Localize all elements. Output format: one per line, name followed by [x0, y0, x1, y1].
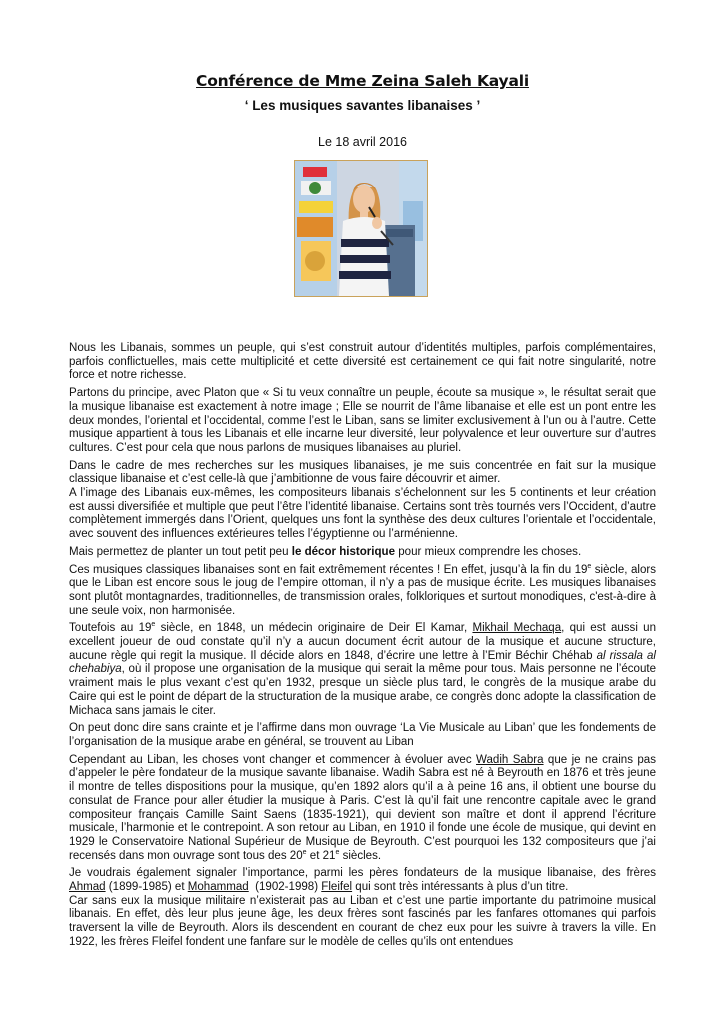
paragraph: Dans le cadre de mes recherches sur les musiques libanaises, je me suis concentrée en fait sur la musique classique libanaise et c’est celle-là que j’ambitionne de vous faire découvrir et aimer. [69, 459, 656, 486]
link-ahmad[interactable]: Ahmad [69, 881, 106, 894]
link-wadih-sabra[interactable]: Wadih Sabra [476, 753, 544, 766]
link-fleifel[interactable]: Fleifel [321, 881, 353, 894]
paragraph: Je voudrais également signaler l’importance, parmi les pères fondateurs de la musique libanaise, des frères Ahmad (1899-1985) et Mohammad (1902-1998) Fleifel qui sont très intéressants à plus d’un titre. [69, 867, 656, 894]
paragraph: Ces musiques classiques libanaises sont en fait extrêmement récentes ! En effet, jusqu’à la fin du 19e siècle, alors que le Liban est encore sous le joug de l’empire ottoman, il n’y a pas de musique écrite. Les musiques libanaises sont plutôt montagnardes, traditionnelles, de transmission orales, folkloriques et surtout monodiques, c'est-à-dire à une seule voix, non harmonisée. [69, 562, 656, 617]
paragraph: On peut donc dire sans crainte et je l’affirme dans mon ouvrage ‘La Vie Musicale au Liban’ que les fondements de l’organisation de la musique arabe en général, se trouvent au Liban [69, 722, 656, 748]
link-mikhail-mechaqa[interactable]: Mikhail Mechaqa [472, 622, 562, 635]
paragraph: Nous les Libanais, sommes un peuple, qui s’est construit autour d’identités multiples, parfois complémentaires, parfois conflictuelles, mais cette multiplicité et cette diversité est certainement ce qui fait notre singularité, notre force et notre richesse. [69, 342, 656, 382]
document-date: Le 18 avril 2016 [318, 135, 407, 149]
emphasis-text: le décor historique [291, 545, 396, 558]
paragraph: Cependant au Liban, les choses vont changer et commencer à évoluer avec Wadih Sabra que je ne crains pas d’appeler le père fondateur de la musique savante libanaise. Wadih Sabra est né à Beyrouth en 1876 et très jeune il montre de telles dispositions pour la musique, qu’en 1892 alors qu’il a à peine 16 ans, il obtient une bourse du consulat de France pour aller étudier la musique à Paris. C’est là qu’il fait une rencontre capitale avec le grand compositeur français Camille Saint Saens (1835-1921), qui devient son maître et dont il apprend l’écriture musicale, l’harmonie et le contrepoint. A son retour au Liban, en 1910 il fonde une école de musique, qui devint en 1929 le Conservatoire National Supérieur de Musique de Beyrouth. C’est pourquoi les 132 compositeurs que j’ai recensés dans mon ouvrage sont tous des 20e et 21e siècles. [69, 753, 656, 862]
document-title: Conférence de Mme Zeina Saleh Kayali [196, 72, 529, 90]
document-body [69, 342, 656, 954]
link-mohammad[interactable]: Mohammad [187, 881, 249, 894]
speaker-photo [294, 160, 428, 297]
paragraph: Mais permettez de planter un tout petit peu le décor historique pour mieux comprendre les choses. [69, 545, 582, 558]
document-subtitle: ‘ Les musiques savantes libanaises ’ [244, 98, 481, 113]
paragraph: A l’image des Libanais eux-mêmes, les compositeurs libanais s’échelonnent sur les 5 continents et leur création est aussi diversifiée et multiple que peut l’être l’identité libanaise. Certains sont très tournés vers l’Occident, d’autre complètement immergés dans l’Orient, quelques uns font la synthèse des deux cultures l’orientale et l’occidentale, avec souvent des influences extérieures telles l’égyptienne ou l’arménienne. [69, 487, 656, 541]
paragraph: Toutefois au 19e siècle, en 1848, un médecin originaire de Deir El Kamar, Mikhail Mechaqa, qui est aussi un excellent joueur de oud constate qu’il n’y a aucun document écrit autour de la musique et aucune structure, aucune règle qui regit la musique. Il décide alors en 1848, d’écrire une lettre à l’Emir Béchir Chéhab al rissala al chehabiya, où il propose une organisation de la musique qui serait la même pour tous. Mais personne ne l’écoute vraiment mais le plus vexant c’est qu’en 1932, presque un siècle plus tard, le congrès de la musique arabe du Caire qui est le point de départ de la structuration de la musique arabe, ce congrès donc adopte la classification de Michaca sans jamais le citer. [69, 621, 656, 717]
paragraph: Partons du principe, avec Platon que « Si tu veux connaître un peuple, écoute sa musique », le résultat serait que la musique libanaise est exactement à notre image ; Elle se nourrit de l’âme libanaise et elle est un pont entre les deux mondes, l’oriental et l’occidental, comme l’est le Liban, sans se limiter exclusivement à l’un ou à l’autre. Cette musique appartient à tous les Libanais et elle incarne leur diversité, leur polyvalence et leur ouverture sur d’autres cultures. C’est pour cela que nous parlons de musiques libanaises au pluriel. [69, 387, 656, 454]
paragraph: Car sans eux la musique militaire n’existerait pas au Liban et c’est une partie importante du patrimoine musical libanais. En effet, dès leur plus jeune âge, les deux frères sont fascinés par les fanfares ottomanes qui parfois traversent la ville de Beyrouth. Alors ils descendent en courant de chez eux pour les suivre à travers la ville. En 1922, les frères Fleifel fondent une fanfare sur le modèle de celles qu’ils ont entendues [69, 894, 656, 948]
italic-title: al rissala al chehabiya [69, 649, 656, 676]
